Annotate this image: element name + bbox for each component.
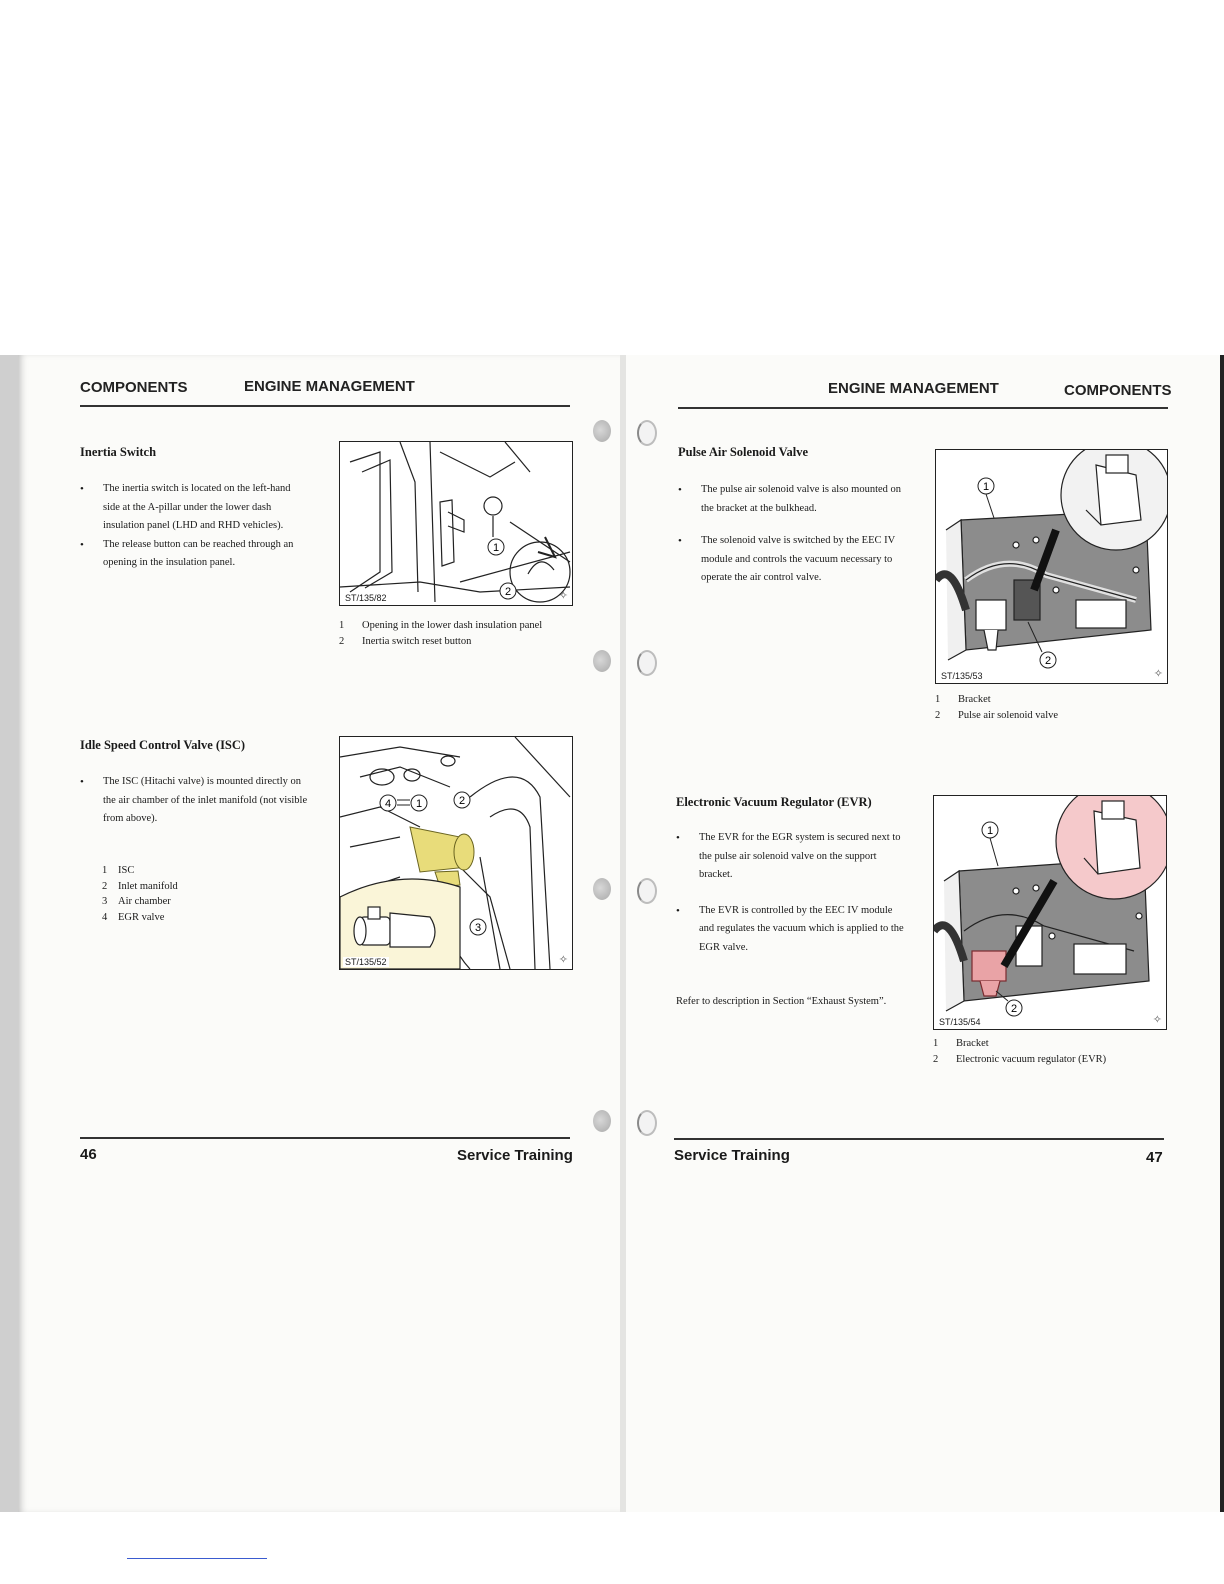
list-item: 4 EGR valve — [102, 911, 165, 923]
list-item: • The release button can be reached through an opening in the insulation panel. — [80, 536, 308, 573]
binder-hole — [637, 650, 657, 676]
inertia-switch-bullets — [80, 480, 308, 573]
pulse-air-bullets — [678, 481, 908, 588]
list-item: • The solenoid valve is switched by the EEC IV module and controls the vacuum necessary to operate the air control valve. — [678, 532, 908, 588]
right-header-title: ENGINE MANAGEMENT — [828, 380, 999, 397]
callout-1: 1 — [982, 481, 990, 493]
ford-logo-icon: ✧ — [1152, 1014, 1162, 1026]
list-item: • The EVR is controlled by the EEC IV module and regulates the vacuum which is applied to the EGR valve. — [676, 902, 906, 958]
figure-code: ST/135/53 — [941, 671, 983, 681]
callout-1: 1 — [492, 542, 500, 554]
ford-logo-icon: ✧ — [1153, 668, 1163, 680]
right-header-rule — [678, 407, 1168, 409]
callout-2: 2 — [1010, 1003, 1018, 1015]
inertia-switch-illustration — [340, 442, 572, 605]
binder-hole — [637, 420, 657, 446]
binder-hole — [593, 878, 611, 900]
list-item: 1 Bracket — [935, 694, 991, 705]
right-footer-rule — [674, 1138, 1164, 1140]
left-header-section: COMPONENTS — [80, 379, 188, 396]
inertia-switch-figure — [339, 441, 573, 606]
scan-mark — [127, 1558, 267, 1559]
binder-hole — [593, 420, 611, 442]
binder-hole — [593, 650, 611, 672]
figure-code: ST/135/54 — [939, 1017, 981, 1027]
book-spine — [620, 355, 626, 1512]
ford-logo-icon: ✧ — [558, 590, 568, 602]
isc-heading: Idle Speed Control Valve (ISC) — [80, 738, 246, 752]
left-footer-rule — [80, 1137, 570, 1139]
callout-2: 2 — [504, 586, 512, 598]
list-item: • The inertia switch is located on the left-hand side at the A-pillar under the lower dash insulation panel (LHD and RHD vehicles). — [80, 480, 308, 536]
list-item: 1 Bracket — [933, 1038, 989, 1049]
figure-code: ST/135/82 — [345, 593, 387, 603]
list-item: • The EVR for the EGR system is secured next to the pulse air solenoid valve on the support bracket. — [676, 829, 906, 885]
pulse-air-legend — [935, 692, 1155, 723]
evr-reference-note: Refer to description in Section “Exhaust System”. — [676, 996, 887, 1007]
callout-1: 1 — [986, 825, 994, 837]
callout-3: 3 — [474, 922, 482, 934]
callout-4: 4 — [384, 798, 392, 810]
list-item: 2 Inertia switch reset button — [339, 635, 472, 647]
evr-illustration — [934, 796, 1166, 1029]
right-page-number: 47 — [1146, 1149, 1163, 1166]
list-item: • The ISC (Hitachi valve) is mounted directly on the air chamber of the inlet manifold (not visible from above). — [80, 773, 308, 829]
list-item: 2 Pulse air solenoid valve — [935, 709, 1059, 721]
right-footer-brand: Service Training — [674, 1147, 790, 1164]
list-item: 2 Inlet manifold — [102, 880, 178, 892]
binder-hole — [637, 878, 657, 904]
evr-legend — [933, 1036, 1163, 1067]
callout-2: 2 — [1044, 655, 1052, 667]
callout-1: 1 — [415, 798, 423, 810]
list-item: 3 Air chamber — [102, 896, 171, 907]
pulse-air-illustration — [936, 450, 1167, 683]
left-header-title: ENGINE MANAGEMENT — [244, 378, 415, 395]
right-header-section: COMPONENTS — [1064, 382, 1172, 399]
inertia-switch-heading: Inertia Switch — [80, 445, 157, 459]
isc-bullets — [80, 773, 308, 829]
evr-heading: Electronic Vacuum Regulator (EVR) — [676, 795, 872, 809]
left-page-number: 46 — [80, 1146, 97, 1163]
ford-logo-icon: ✧ — [558, 954, 568, 966]
figure-code: ST/135/52 — [345, 957, 387, 967]
list-item: 1 ISC — [102, 865, 135, 876]
isc-highlight — [410, 827, 474, 887]
evr-figure — [933, 795, 1167, 1030]
list-item: • The pulse air solenoid valve is also mounted on the bracket at the bulkhead. — [678, 481, 908, 518]
isc-figure — [339, 736, 573, 970]
list-item: 2 Electronic vacuum regulator (EVR) — [933, 1053, 1107, 1065]
pulse-air-figure — [935, 449, 1168, 684]
left-header-rule — [80, 405, 570, 407]
isc-legend — [102, 863, 252, 925]
inertia-switch-legend — [339, 618, 579, 649]
evr-bullets — [676, 829, 906, 957]
binder-hole — [593, 1110, 611, 1132]
left-footer-brand: Service Training — [457, 1147, 573, 1164]
pulse-air-heading: Pulse Air Solenoid Valve — [678, 445, 809, 459]
isc-illustration — [340, 737, 572, 969]
binder-hole — [637, 1110, 657, 1136]
callout-2: 2 — [458, 795, 466, 807]
list-item: 1 Opening in the lower dash insulation panel — [339, 620, 543, 631]
